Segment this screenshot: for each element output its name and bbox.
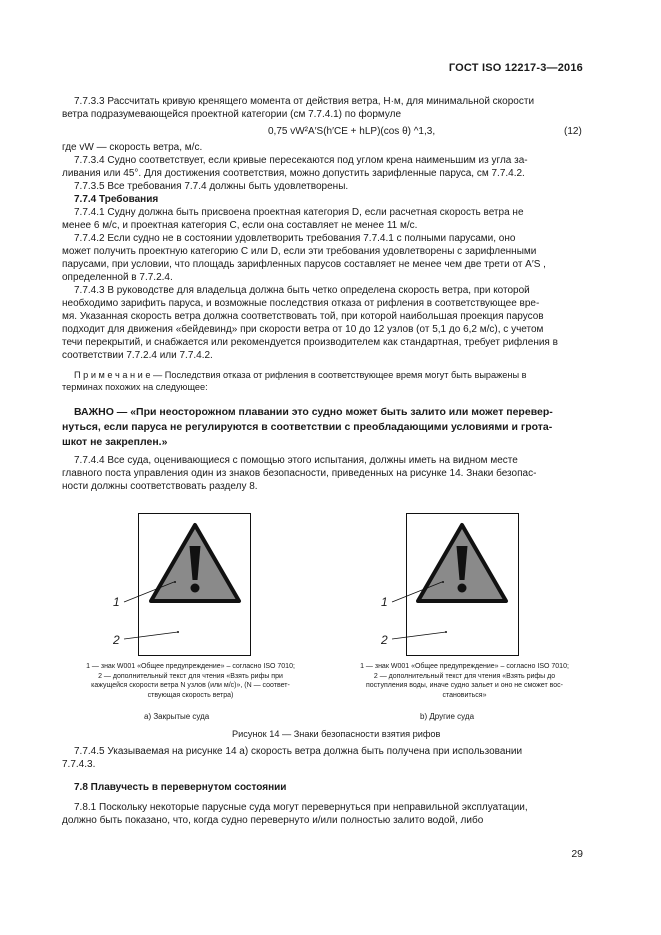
page-number: 29 xyxy=(571,848,583,860)
text-line: 7.8.1 Поскольку некоторые парусные суда могут перевернуться при неправильной эксплуатации, xyxy=(74,802,528,813)
document-header: ГОСТ ISO 12217-3—2016 xyxy=(448,62,583,74)
text-line: главного поста управления один из знаков безопасности, приведенных на рисунке 14. Знаки безопас- xyxy=(62,468,537,479)
subfigure-caption-a: а) Закрытые суда xyxy=(144,712,210,721)
legend-line: поступления воды, иначе судно зальет и оно не сможет вос- xyxy=(366,682,563,689)
formula: 0,75 vW²A′S(h′CE + hLP)(cos θ) ^1,3, xyxy=(268,126,436,137)
legend-line: становиться» xyxy=(442,691,487,699)
text-line: 7.7.4.5 Указываемая на рисунке 14 а) скорость ветра должна быть получена при использовании xyxy=(74,746,523,757)
figure-caption: Рисунок 14 — Знаки безопасности взятия рифов xyxy=(232,729,441,739)
text-line: 7.7.4.3 В руководстве для владельца должна быть четко определена скорость ветра, при которой xyxy=(74,285,530,296)
figure-label-1: 1 xyxy=(113,595,120,609)
text-line: 7.7.3.5 Все требования 7.7.4 должны быть удовлетворены. xyxy=(74,181,349,192)
figure-label-2: 2 xyxy=(381,633,388,647)
text-line: течи перекрытий, и снабжается или рекомендуется производителем как стандартная, требует рифления в xyxy=(62,337,558,348)
warning-text: шкот не закреплен.» xyxy=(62,436,168,448)
formula-number: (12) xyxy=(564,126,582,137)
section-heading: 7.8 Плавучесть в перевернутом состоянии xyxy=(74,782,287,793)
leader-lines-b xyxy=(386,575,456,645)
warning-text: нуться, если паруса не регулируются в соответствии с преобладающими условиями и грота- xyxy=(62,421,553,433)
text-line: ветра подразумевающейся проектной категории (см 7.7.4.1) по формуле xyxy=(62,109,402,120)
section-heading: 7.7.4 Требования xyxy=(74,194,159,205)
figure-legend-b xyxy=(322,662,607,700)
text-line: мя. Указанная скорость ветра должна соответствовать той, при которой наибольшая проекция парусов xyxy=(62,311,544,322)
note-line: терминах похожих на следующее: xyxy=(62,382,208,392)
figure-label-1: 1 xyxy=(381,595,388,609)
text-line: 7.7.4.1 Судну должна быть присвоена проектная категория D, если расчетная скорость ветра не xyxy=(74,207,524,218)
legend-line: 1 — знак W001 «Общее предупреждение» – согласно ISO 7010; xyxy=(86,663,295,670)
text-line: ности должны соответствовать разделу 8. xyxy=(62,481,258,492)
text-line: 7.7.3.4 Судно соответствует, если кривые пересекаются под углом крена наименьшим из угла за- xyxy=(74,155,528,166)
text-line: ливания или 45°. Для достижения соответствия, можно допустить зарифленные паруса, см 7.7.4.2. xyxy=(62,168,525,179)
legend-line: 1 — знак W001 «Общее предупреждение» – согласно ISO 7010; xyxy=(360,663,569,670)
legend-line: 2 — дополнительный текст для чтения «Взять рифы при xyxy=(98,672,283,680)
legend-line: 2 — дополнительный текст для чтения «Взять рифы до xyxy=(373,672,556,680)
text-line: менее 6 м/с, и проектная категория С, если она составляет не менее 11 м/с. xyxy=(62,220,418,231)
text-line: может получить проектную категорию С или D, если эти требования удовлетворены с зарифленными xyxy=(62,246,537,257)
text-line: 7.7.4.4 Все суда, оценивающиеся с помощью этого испытания, должны иметь на видном месте xyxy=(74,455,518,466)
text-line: 7.7.3.3 Рассчитать кривую кренящего момента от действия ветра, H·м, для минимальной скорости xyxy=(74,96,535,107)
exclamation-dot xyxy=(458,584,467,593)
note-line: П р и м е ч а н и е — Последствия отказа от рифления в соответствующее время могут быть выражены в xyxy=(74,370,527,380)
legend-line: кажущейся скорости ветра N узлов (или м/с)», (N — соответ- xyxy=(91,682,290,689)
text-line: парусами, при условии, что площадь зарифленных парусов составляет не менее чем две трети от A′S , xyxy=(62,259,546,270)
leader-lines-a xyxy=(118,575,188,645)
text-line: подходит для движения «бейдевинд» при скорости ветра от 10 до 12 узлов (от 5,1 до 6,2 м/с), с учетом xyxy=(62,324,544,335)
text-line: соответствии 7.7.2.4 или 7.7.4.2. xyxy=(62,350,213,361)
figure-legend-a xyxy=(48,662,333,700)
text-line: определенной в 7.7.2.4. xyxy=(62,272,173,283)
text-line: необходимо зарифить паруса, и возможные последствия отказа от рифления в соответствующее вре- xyxy=(62,298,540,309)
legend-line: ствующая скорость ветра) xyxy=(147,691,234,699)
warning-text: ВАЖНО — «При неосторожном плавании это судно может быть залито или может перевер- xyxy=(74,406,553,418)
text-line: где vW — скорость ветра, м/с. xyxy=(62,142,203,153)
text-line: 7.7.4.3. xyxy=(62,759,96,770)
text-line: должно быть показано, что, когда судно перевернуто и/или полностью залито водой, либо xyxy=(62,815,484,826)
subfigure-caption-b: b) Другие суда xyxy=(420,712,475,721)
exclamation-dot xyxy=(191,584,200,593)
text-line: 7.7.4.2 Если судно не в состоянии удовлетворить требования 7.7.4.1 с полными парусами, оно xyxy=(74,233,516,244)
figure-label-2: 2 xyxy=(113,633,120,647)
